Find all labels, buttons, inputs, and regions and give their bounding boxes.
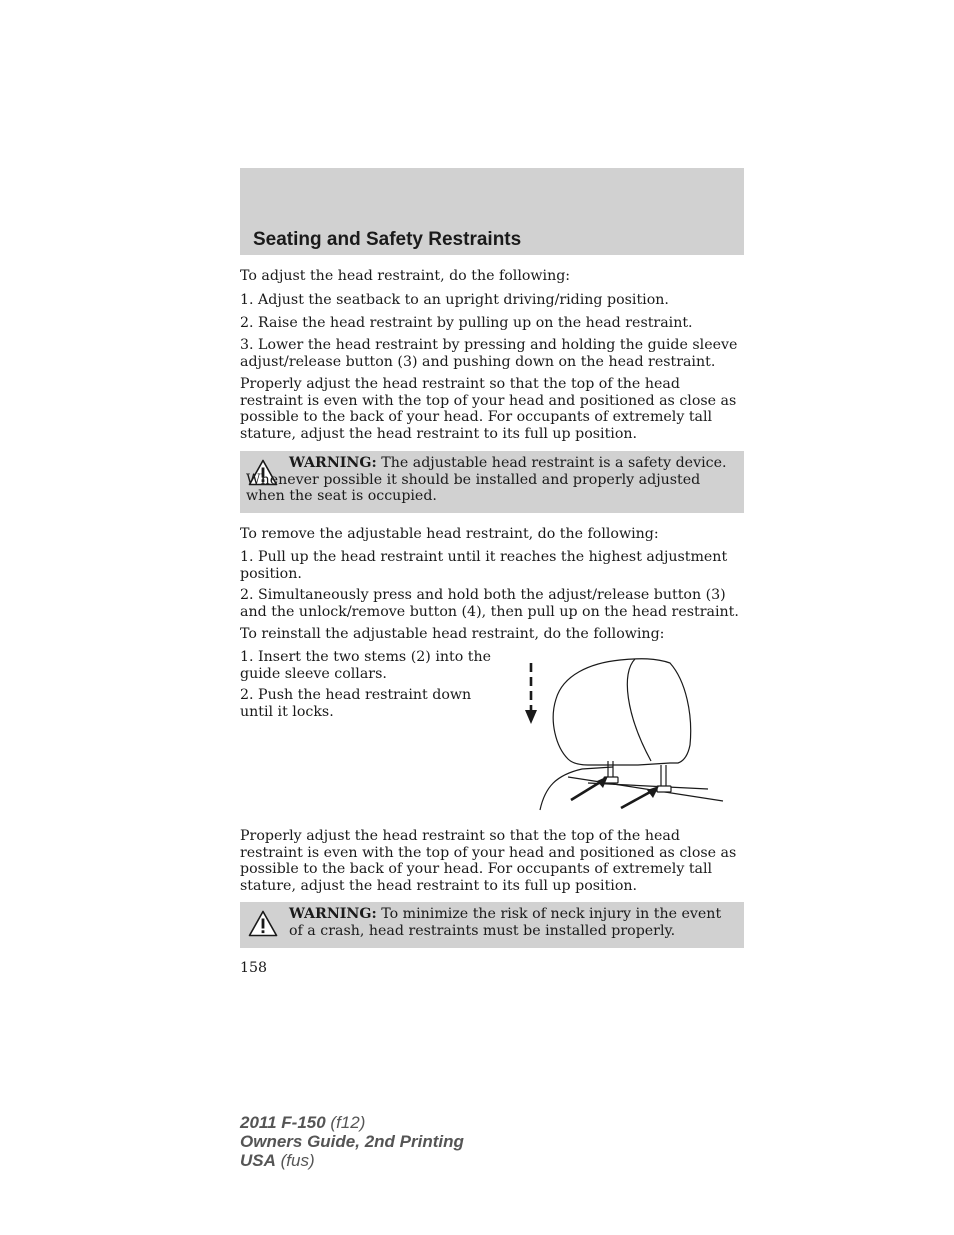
remove-intro: To remove the adjustable head restraint, do the following:: [240, 526, 659, 542]
document-footer: [240, 1113, 464, 1170]
footer-market-code: (fus): [275, 1151, 315, 1170]
remove-step-1: 1. Pull up the head restraint until it reaches the highest adjustment position.: [240, 549, 728, 582]
section-header: [240, 168, 744, 255]
section-title: Seating and Safety Restraints: [253, 229, 522, 250]
warning-triangle-icon: [248, 910, 278, 937]
adjust-step-3: 3. Lower the head restraint by pressing and holding the guide sleeve adjust/release button (3) and pushing down on the head restraint.: [240, 337, 738, 370]
footer-edition: Owners Guide, 2nd Printing: [240, 1132, 464, 1151]
adjust-step-1: 1. Adjust the seatback to an upright driving/riding position.: [240, 292, 669, 308]
footer-model-code: (f12): [325, 1113, 366, 1132]
reinstall-intro: To reinstall the adjustable head restraint, do the following:: [240, 626, 665, 642]
adjust-note-2: Properly adjust the head restraint so that the top of the head restraint is even with the top of your head and positioned as close as possible to the back of your head. For occupants of extremely tall stature, adjust the head restraint to its full up position.: [240, 828, 737, 894]
footer-market: USA: [240, 1151, 276, 1170]
warning-text-2: [289, 906, 738, 939]
adjust-intro: To adjust the head restraint, do the following:: [240, 268, 571, 284]
page-number: 158: [240, 960, 268, 976]
adjust-step-2: 2. Raise the head restraint by pulling up on the head restraint.: [240, 315, 693, 331]
head-restraint-illustration: [518, 655, 728, 815]
remove-step-2: 2. Simultaneously press and hold both the adjust/release button (3) and the unlock/remove button (4), then pull up on the head restraint.: [240, 587, 739, 620]
warning-label: WARNING:: [289, 455, 377, 471]
warning-box-1: [240, 451, 744, 513]
reinstall-step-2: 2. Push the head restraint down until it locks.: [240, 687, 472, 720]
warning-label: WARNING:: [289, 906, 377, 922]
warning-box-2: [240, 902, 744, 948]
adjust-note: Properly adjust the head restraint so that the top of the head restraint is even with the top of your head and positioned as close as possible to the back of your head. For occupants of extremely tall stature, adjust the head restraint to its full up position.: [240, 376, 737, 442]
reinstall-step-1: 1. Insert the two stems (2) into the guide sleeve collars.: [240, 649, 491, 682]
footer-model: 2011 F-150: [240, 1113, 326, 1132]
warning-body: The adjustable head restraint is a safety device. Whenever possible it should be installed and properly adjusted when the seat is occupied.: [246, 455, 727, 504]
warning-body: To minimize the risk of neck injury in the event of a crash, head restraints must be installed properly.: [289, 906, 722, 939]
warning-text-1: [246, 455, 738, 505]
